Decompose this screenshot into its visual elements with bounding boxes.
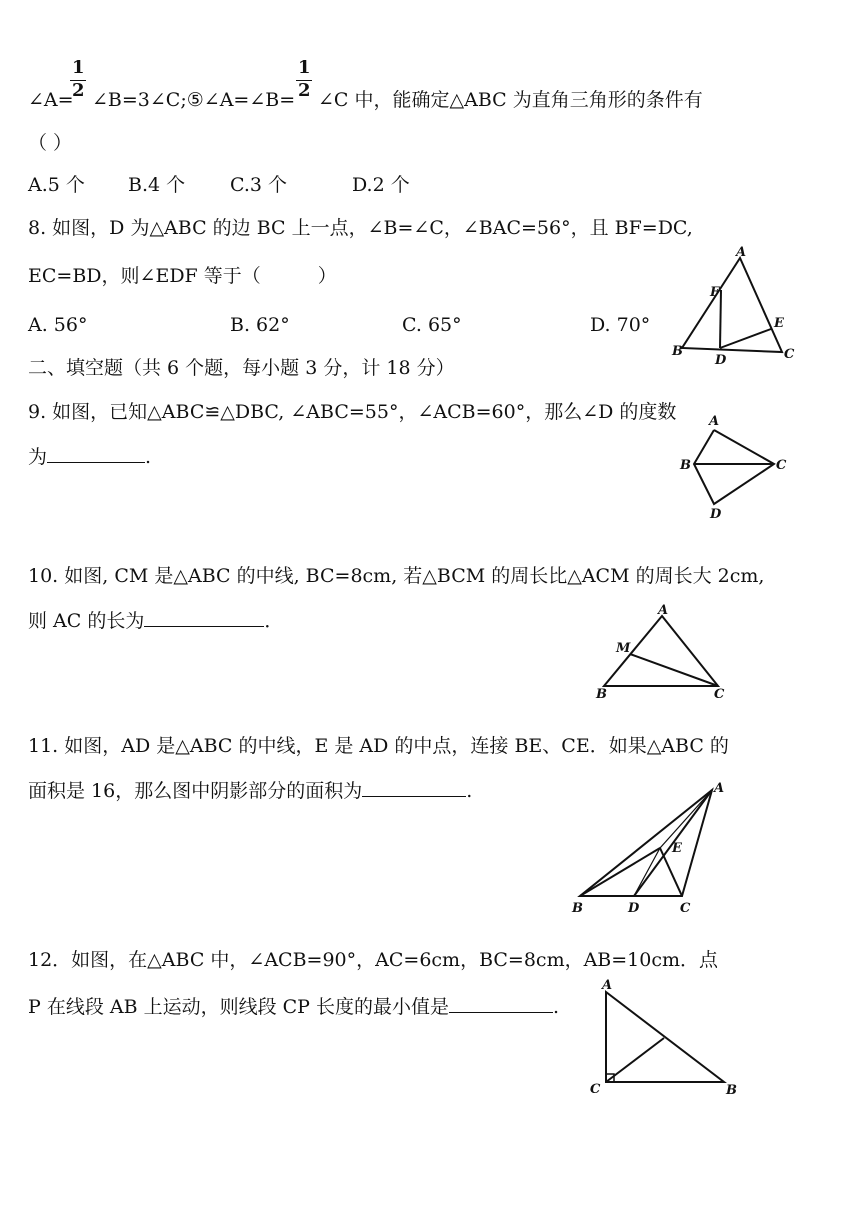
q7-option-a: A.5 个 <box>28 174 85 196</box>
q8-option-a: A. 56° <box>28 314 88 336</box>
label-c: C <box>776 458 787 473</box>
label-b: B <box>596 687 607 702</box>
segment-fd <box>720 290 721 348</box>
label-b: B <box>726 1083 737 1098</box>
label-b: B <box>680 458 691 473</box>
q11-line1: 11. 如图，AD 是△ABC 的中线，E 是 AD 的中点，连接 BE、CE．如果△ABC 的 <box>28 735 729 757</box>
label-f: F <box>710 285 720 300</box>
label-a: A <box>714 781 725 796</box>
q7-option-b: B.4 个 <box>128 174 186 196</box>
q12-line2-prefix: P 在线段 AB 上运动，则线段 CP 长度的最小值是 <box>28 996 449 1018</box>
q12-line2 <box>28 994 559 1019</box>
label-c: C <box>590 1082 601 1097</box>
label-c: C <box>784 347 795 362</box>
label-d: D <box>628 901 640 916</box>
q12-line2-suffix: . <box>553 996 560 1018</box>
q12-line1: 12．如图，在△ABC 中，∠ACB=90°，AC=6cm，BC=8cm，AB=10cm．点 <box>28 949 719 971</box>
label-m: M <box>616 641 631 656</box>
section-title: 二、填空题（共 6 个题，每小题 3 分，计 18 分） <box>28 357 455 379</box>
q11-line2-suffix: . <box>466 780 473 802</box>
label-a: A <box>709 414 720 429</box>
q11-line2 <box>28 778 472 803</box>
segment-cp <box>606 1038 664 1082</box>
label-e: E <box>672 841 682 856</box>
label-b: B <box>572 901 583 916</box>
q10-line2 <box>28 608 283 633</box>
q11-triangle-figure <box>568 778 738 918</box>
q8-option-d: D. 70° <box>590 314 651 336</box>
label-a: A <box>602 978 613 993</box>
q8-line2: EC=BD，则∠EDF 等于（ ） <box>28 265 337 287</box>
q11-answer-blank[interactable] <box>362 778 466 797</box>
q7-option-c: C.3 个 <box>230 174 288 196</box>
label-a: A <box>736 245 747 260</box>
segment-de <box>720 329 771 348</box>
fraction-one-half-denominator: 2 <box>298 80 311 101</box>
label-e: E <box>774 316 784 331</box>
label-d: D <box>715 353 727 368</box>
q7-option-d: D.2 个 <box>352 174 410 196</box>
q8-triangle-figure <box>670 240 810 370</box>
q9-triangle-figure <box>678 412 798 524</box>
q10-line2-prefix: 则 AC 的长为 <box>28 610 145 632</box>
q9-answer-blank[interactable] <box>47 444 145 463</box>
segment-be <box>580 848 660 896</box>
q9-line1: 9. 如图，已知△ABC≌△DBC, ∠ABC=55°，∠ACB=60°，那么∠D 的度数 <box>28 401 677 423</box>
q8-line1: 8. 如图，D 为△ABC 的边 BC 上一点，∠B=∠C，∠BAC=56°，且 BF=DC, <box>28 217 693 239</box>
label-c: C <box>680 901 691 916</box>
q8-option-b: B. 62° <box>230 314 290 336</box>
q7-text-segment: ∠A= <box>28 89 74 111</box>
label-b: B <box>672 344 683 359</box>
q10-answer-blank[interactable] <box>144 608 264 627</box>
fraction-one-half-numerator: 1 <box>72 57 85 78</box>
q10-line1: 10. 如图, CM 是△ABC 的中线, BC=8cm, 若△BCM 的周长比△ACM 的周长大 2cm, <box>28 565 765 587</box>
q11-line2-prefix: 面积是 16，那么图中阴影部分的面积为 <box>28 780 363 802</box>
q8-option-c: C. 65° <box>402 314 462 336</box>
q10-triangle-figure <box>590 602 740 702</box>
q9-line2-prefix: 为 <box>28 446 48 468</box>
label-d: D <box>710 507 722 522</box>
triangle-abc <box>682 258 782 352</box>
fraction-one-half-numerator: 1 <box>298 57 311 78</box>
q7-text-segment: ∠C 中，能确定△ABC 为直角三角形的条件有 <box>318 89 703 111</box>
q10-line2-suffix: ． <box>264 610 284 632</box>
label-a: A <box>658 603 669 618</box>
label-c: C <box>714 687 725 702</box>
quadrilateral-abdc <box>694 430 774 504</box>
q12-answer-blank[interactable] <box>449 994 553 1013</box>
q9-line2 <box>28 444 151 469</box>
fraction-one-half-denominator: 2 <box>72 80 85 101</box>
q12-triangle-figure <box>584 976 754 1102</box>
q7-answer-paren: （ ） <box>28 132 73 154</box>
q7-text-segment: ∠B=3∠C;⑤∠A=∠B= <box>92 89 296 111</box>
q9-line2-suffix: . <box>145 446 152 468</box>
